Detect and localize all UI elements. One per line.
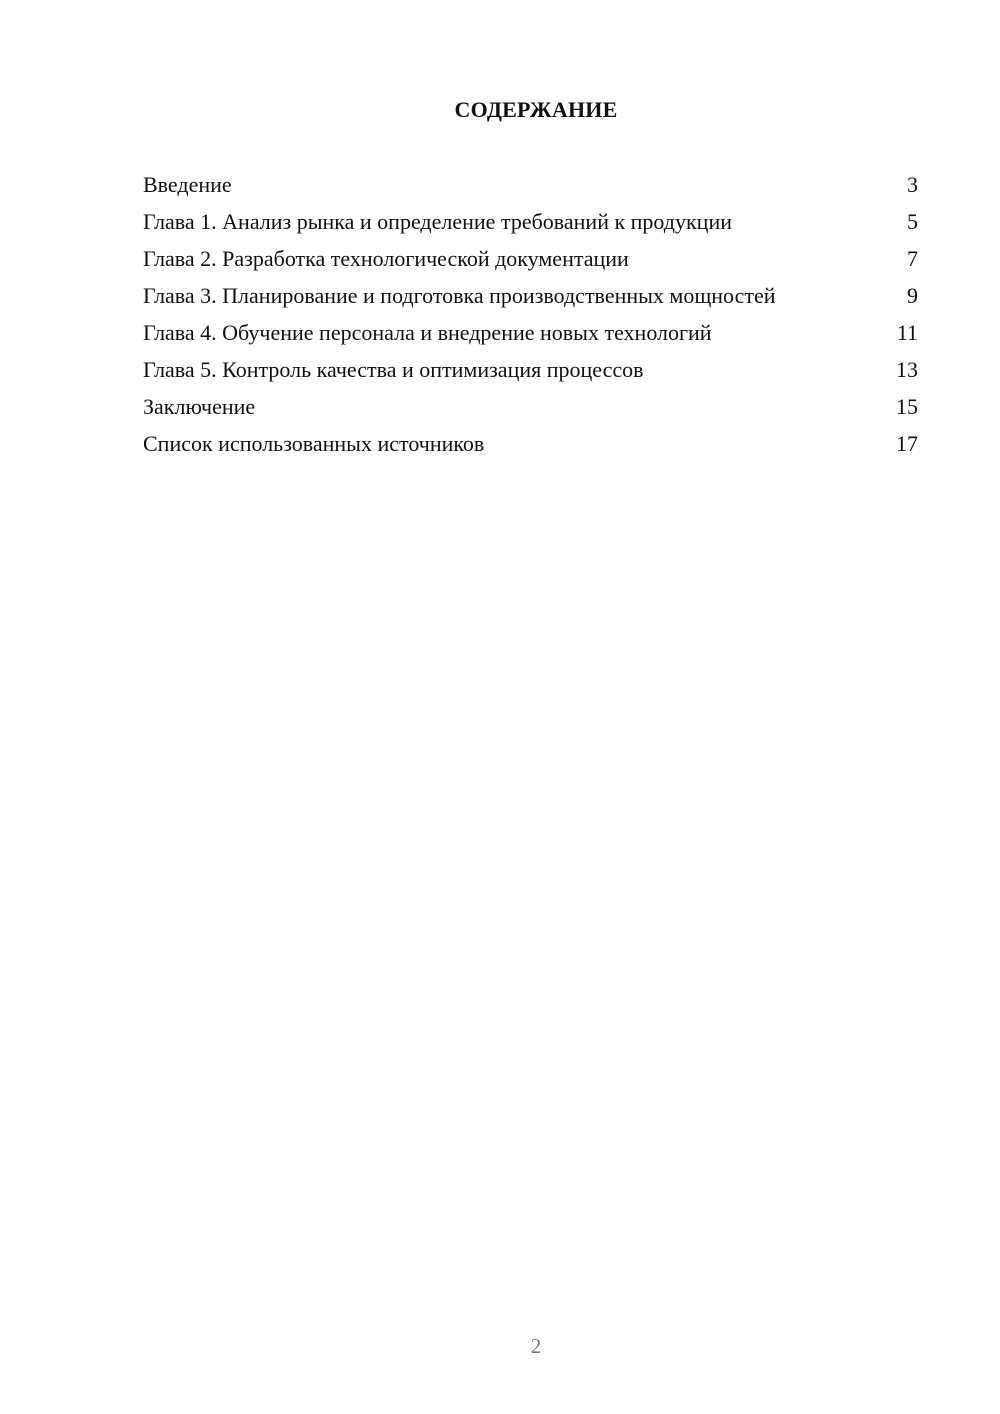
page-number: 2: [530, 1334, 542, 1358]
toc-entry-page: 13: [896, 357, 918, 382]
toc-entry-page: 17: [896, 431, 918, 456]
toc-entry-page: 5: [907, 209, 918, 234]
toc-entry-page: 3: [907, 172, 918, 197]
toc-entry-references[interactable]: [143, 428, 918, 465]
toc-entry-page: 9: [907, 283, 918, 308]
toc-entry-introduction[interactable]: [143, 169, 918, 206]
toc-entry-title: Глава 5. Контроль качества и оптимизация процессов: [143, 357, 644, 382]
toc-entry-chapter-1[interactable]: [143, 206, 918, 243]
toc-entry-title: Введение: [143, 172, 232, 197]
toc-entry-chapter-5[interactable]: [143, 354, 918, 391]
table-of-contents: [143, 169, 918, 465]
toc-entry-chapter-4[interactable]: [143, 317, 918, 354]
toc-entry-title: Глава 4. Обучение персонала и внедрение новых технологий: [143, 320, 712, 345]
toc-entry-title: Список использованных источников: [143, 431, 485, 456]
toc-heading: СОДЕРЖАНИЕ: [454, 97, 618, 122]
toc-entry-page: 15: [896, 394, 918, 419]
toc-entry-chapter-2[interactable]: [143, 243, 918, 280]
toc-entry-title: Глава 3. Планирование и подготовка производственных мощностей: [143, 283, 776, 308]
toc-entry-chapter-3[interactable]: [143, 280, 918, 317]
toc-entry-title: Глава 2. Разработка технологической документации: [143, 246, 629, 271]
toc-entry-title: Заключение: [143, 394, 256, 419]
toc-entry-page: 11: [896, 320, 918, 345]
toc-entry-title: Глава 1. Анализ рынка и определение требований к продукции: [143, 209, 732, 234]
toc-entry-page: 7: [907, 246, 918, 271]
toc-entry-conclusion[interactable]: [143, 391, 918, 428]
